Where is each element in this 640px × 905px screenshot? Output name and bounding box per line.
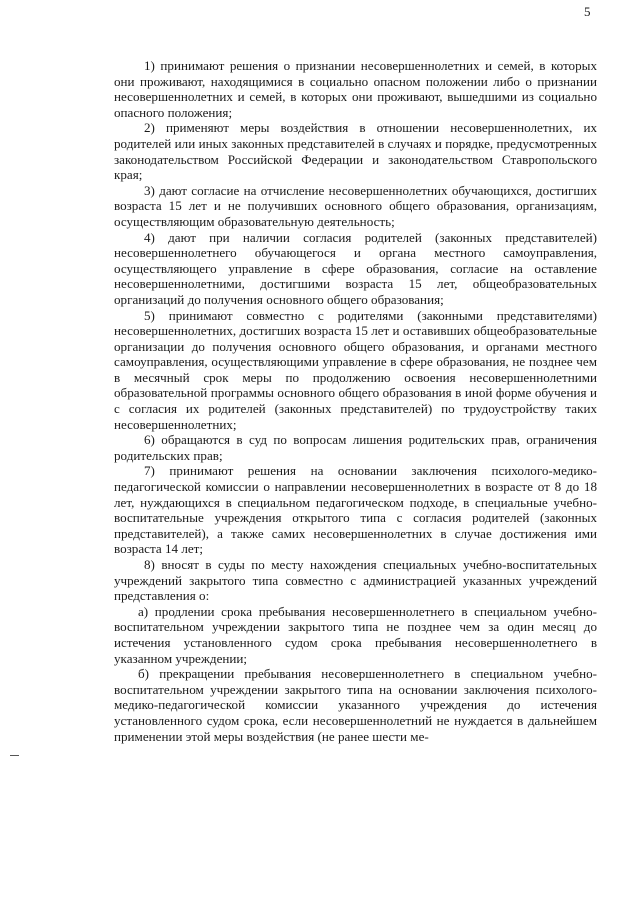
paragraph-item-2: 2) применяют меры воздействия в отношении несовершеннолетних, их родителей или иных законных представителей в случаях и порядке, предусмотренных законодательством Российской Федерации и законодательством Ставропольского края; xyxy=(114,120,597,183)
subitem-b: б) прекращении пребывания несовершеннолетнего в специальном учебно-воспитательном учреждении закрытого типа на основании заключения психолого-медико-педагогической комиссии указанного учреждения до истечения установленного судом срока, если несовершеннолетний не нуждается в дальнейшем применении этой меры воздействия (не ранее шести ме- xyxy=(114,666,597,744)
paragraph-item-1: 1) принимают решения о признании несовершеннолетних и семей, в которых они проживают, находящимися в социально опасном положении либо о признании несовершеннолетних и семей, в которых они проживают, вышедшими из социально опасного положения; xyxy=(114,58,597,120)
scan-margin-mark xyxy=(10,755,19,756)
paragraph-item-4: 4) дают при наличии согласия родителей (законных представителей) несовершеннолетнего обучающегося и органа местного самоуправления, осуществляющего управление в сфере образования, согласие на оставление несовершеннолетними, достигшими возраста 15 лет, общеобразовательных организаций до получения основного общего образования; xyxy=(114,229,597,307)
subitem-a: а) продлении срока пребывания несовершеннолетнего в специальном учебно-воспитательном учреждении закрытого типа не позднее чем за один месяц до истечения установленного судом срока пребывания несовершеннолетнего в указанном учреждении; xyxy=(114,603,597,666)
paragraph-item-8: 8) вносят в суды по месту нахождения специальных учебно-воспитательных учреждений закрытого типа совместно с администрацией указанных учреждений представления о: xyxy=(114,557,597,604)
paragraph-item-5: 5) принимают совместно с родителями (законными представителями) несовершеннолетних, достигших возраста 15 лет и оставивших общеобразовательные организации до получения основного общего образования, и органами местного самоуправления, осуществляющими управление в сфере образования, не позднее чем в месячный срок меры по продолжению освоения несовершеннолетними образовательной программы основного общего образования в иной форме обучения и с согласия их родителей (законных представителей) по трудоустройству таких несовершеннолетних; xyxy=(114,307,597,432)
page-number: 5 xyxy=(584,4,591,19)
document-body xyxy=(114,58,597,744)
paragraph-item-3: 3) дают согласие на отчисление несовершеннолетних обучающихся, достигших возраста 15 лет и не получивших основного общего образования, организациям, осуществляющим образовательную деятельность; xyxy=(114,182,597,229)
paragraph-item-6: 6) обращаются в суд по вопросам лишения родительских прав, ограничения родительских прав; xyxy=(114,432,597,463)
paragraph-item-7: 7) принимают решения на основании заключения психолого-медико-педагогической комиссии о направлении несовершеннолетних в возрасте от 8 до 18 лет, нуждающихся в специальном педагогическом подходе, в специальные учебно-воспитательные учреждения открытого типа с согласия родителей (законных представителей), а также самих несовершеннолетних в случае достижения ими возраста 14 лет; xyxy=(114,463,597,557)
